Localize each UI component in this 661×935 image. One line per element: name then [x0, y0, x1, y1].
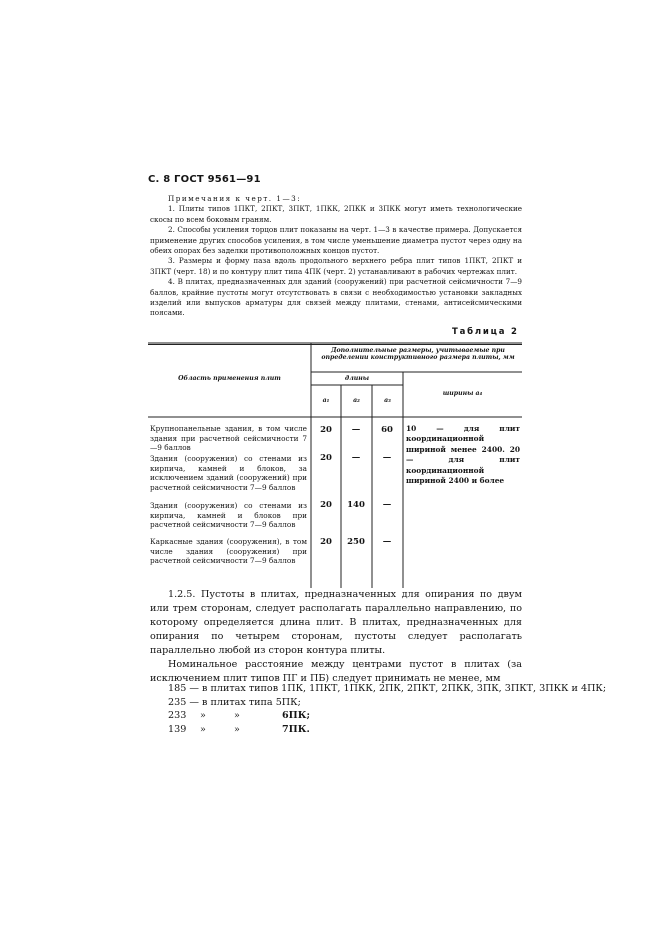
table-row-area: Каркасные здания (сооружения), в том числе здания (сооружения) при расчетной сейсмичности 7—9 баллов [150, 537, 307, 566]
header-width: ширины a₄ [442, 390, 483, 397]
table-cell-a3: — [382, 500, 392, 510]
table-cell-a2: — [351, 453, 361, 463]
header-area: Область применения плит [178, 375, 281, 382]
header-a2: a₂ [353, 397, 360, 404]
header-additional: Дополнительные размеры, учитываемые при определении конструктивного размера плиты, мм [321, 347, 515, 362]
header-a1: a₁ [322, 397, 330, 404]
header-a3: a₃ [384, 397, 391, 404]
table-row-area: Здания (сооружения) со стенами из кирпича, камней и блоков, за исключением зданий (сооружений) при расчетной сейсмичности 7—9 баллов [150, 454, 307, 492]
table-label: Таблица 2 [452, 327, 519, 337]
page-header: С. 8 ГОСТ 9561—91 [148, 174, 261, 185]
document-page: С. 8 ГОСТ 9561—91 Примечания к черт. 1—3: 1. Плиты типов 1ПКТ, 2ПКТ, 3ПКТ, 1ПКК, 2ПКК и 3ПКК могут иметь технологические скосы по всем боковым граням. 2. Способы усиления торцов плит показаны на черт. 1—3 в качестве примера. Допускается применение других способов усиления, в том числе уменьшение диаметра пустот через одну на обеих опорах без заделки противоположных концов пустот. 3. Размеры и форму паза вдоль продольного верхнего ребра плит типов 1ПКТ, 2ПКТ и 3ПКТ (черт. 18) и по контуру плит типа 4ПК (черт. 2) устанавливают в рабочих чертежах плит. 4. В плитах, предназначенных для зданий (сооружений) при расчетной сейсмичности 7—9 баллов, крайние пустоты могут отсутствовать в связи с необходимостью установки закладных изделий или выпусков арматуры для связей между плитами, стенами, антисейсмическими поясами. Таблица 2 Область применения плит Дополнительные размеры, учитываемые при определении конструктивного размера плиты, мм длины a₁ a₂ a₃ ширины a₄ Крупнопанельные здания, в том числе здания при расчетной сейсмичности 7—9 баллов 20 — 60 Здания (сооружения) со стенами из кирпича, камней и блоков, за исключением зданий (сооружений) при расчетной сейсмичности 7—9 баллов 20 — — Здания (сооружения) со стенами из кирпича, камней и блоков при расчетной сейсмичности 7—9 баллов 20 140 — Каркасные здания (сооружения), в том числе здания (сооружения) при расчетной сейсмичности 7—9 баллов 20 250 — 10 — для плит координационной шириной менее 2400. 20 — для плит координационной шириной 2400 и более 1.2.5. Пустоты в плитах, предназначенных для опирания по двум или трем сторонам, следует располагать параллельно направлению, по которому определяется длина плит. В плитах, предназначенных для опирания по четырем сторонам, пустоты следует располагать параллельно любой из сторон контура плиты. Номинальное расстояние между центрами пустот в плитах (за исключением плит типов ПГ и ПБ) следует принимать не менее, мм 185 — в плитах типов 1ПК, 1ПКТ, 1ПКК, 2ПК, 2ПКТ, 2ПКК, 3ПК, 3ПКТ, 3ПКК и 4ПК; 235 — в плитах типа 5ПК; 233 » » 6ПК; 139 » » 7ПК. [0, 0, 661, 935]
table-cell-a3: — [382, 537, 392, 547]
table-cell-a1: 20 [320, 425, 332, 435]
header-length: длины [344, 375, 370, 382]
table-cell-a2: 140 [347, 500, 365, 510]
note-item: 1. Плиты типов 1ПКТ, 2ПКТ, 3ПКТ, 1ПКК, 2ПКК и 3ПКК могут иметь технологические скосы по всем боковым граням. [150, 204, 522, 224]
paragraph: 1.2.5. Пустоты в плитах, предназначенных для опирания по двум или трем сторонам, следует располагать параллельно направлению, по которому определяется длина плит. В плитах, предназначенных для опирания по четырем сторонам, пустоты следует располагать параллельно любой из сторон контура плиты. [150, 589, 522, 656]
table-cell-a1: 20 [320, 537, 332, 547]
table-cell-a3: — [382, 453, 392, 463]
table-cell-a3: 60 [381, 425, 393, 435]
note-item: 2. Способы усиления торцов плит показаны на черт. 1—3 в качестве примера. Допускается применение других способов усиления, в том числе уменьшение диаметра пустот через одну на обеих опорах без заделки противоположных концов пустот. [150, 225, 522, 256]
table-cell-a2: — [351, 425, 361, 435]
table-cell-width: 10 — для плит координационной шириной менее 2400. 20 — для плит координационной шириной 2400 и более [406, 424, 520, 486]
table-cell-a2: 250 [347, 537, 365, 547]
table-cell-a1: 20 [320, 500, 332, 510]
table-row-area: Здания (сооружения) со стенами из кирпича, камней и блоков при расчетной сейсмичности 7—9 баллов [150, 501, 307, 530]
note-item: 3. Размеры и форму паза вдоль продольного верхнего ребра плит типов 1ПКТ, 2ПКТ и 3ПКТ (черт. 18) и по контуру плит типа 4ПК (черт. 2) устанавливают в рабочих чертежах плит. [150, 256, 522, 276]
table-cell-a1: 20 [320, 453, 332, 463]
body-text [150, 588, 522, 686]
notes-title: Примечания к черт. 1—3: [168, 194, 302, 203]
table-row-area: Крупнопанельные здания, в том числе здания при расчетной сейсмичности 7—9 баллов [150, 424, 307, 453]
note-item: 4. В плитах, предназначенных для зданий (сооружений) при расчетной сейсмичности 7—9 баллов, крайние пустоты могут отсутствовать в связи с необходимостью установки закладных изделий или выпусков арматуры для связей между плитами, стенами, антисейсмическими поясами. [150, 277, 522, 318]
paragraph: Номинальное расстояние между центрами пустот в плитах (за исключением плит типов ПГ и ПБ) следует принимать не менее, мм [150, 659, 522, 684]
